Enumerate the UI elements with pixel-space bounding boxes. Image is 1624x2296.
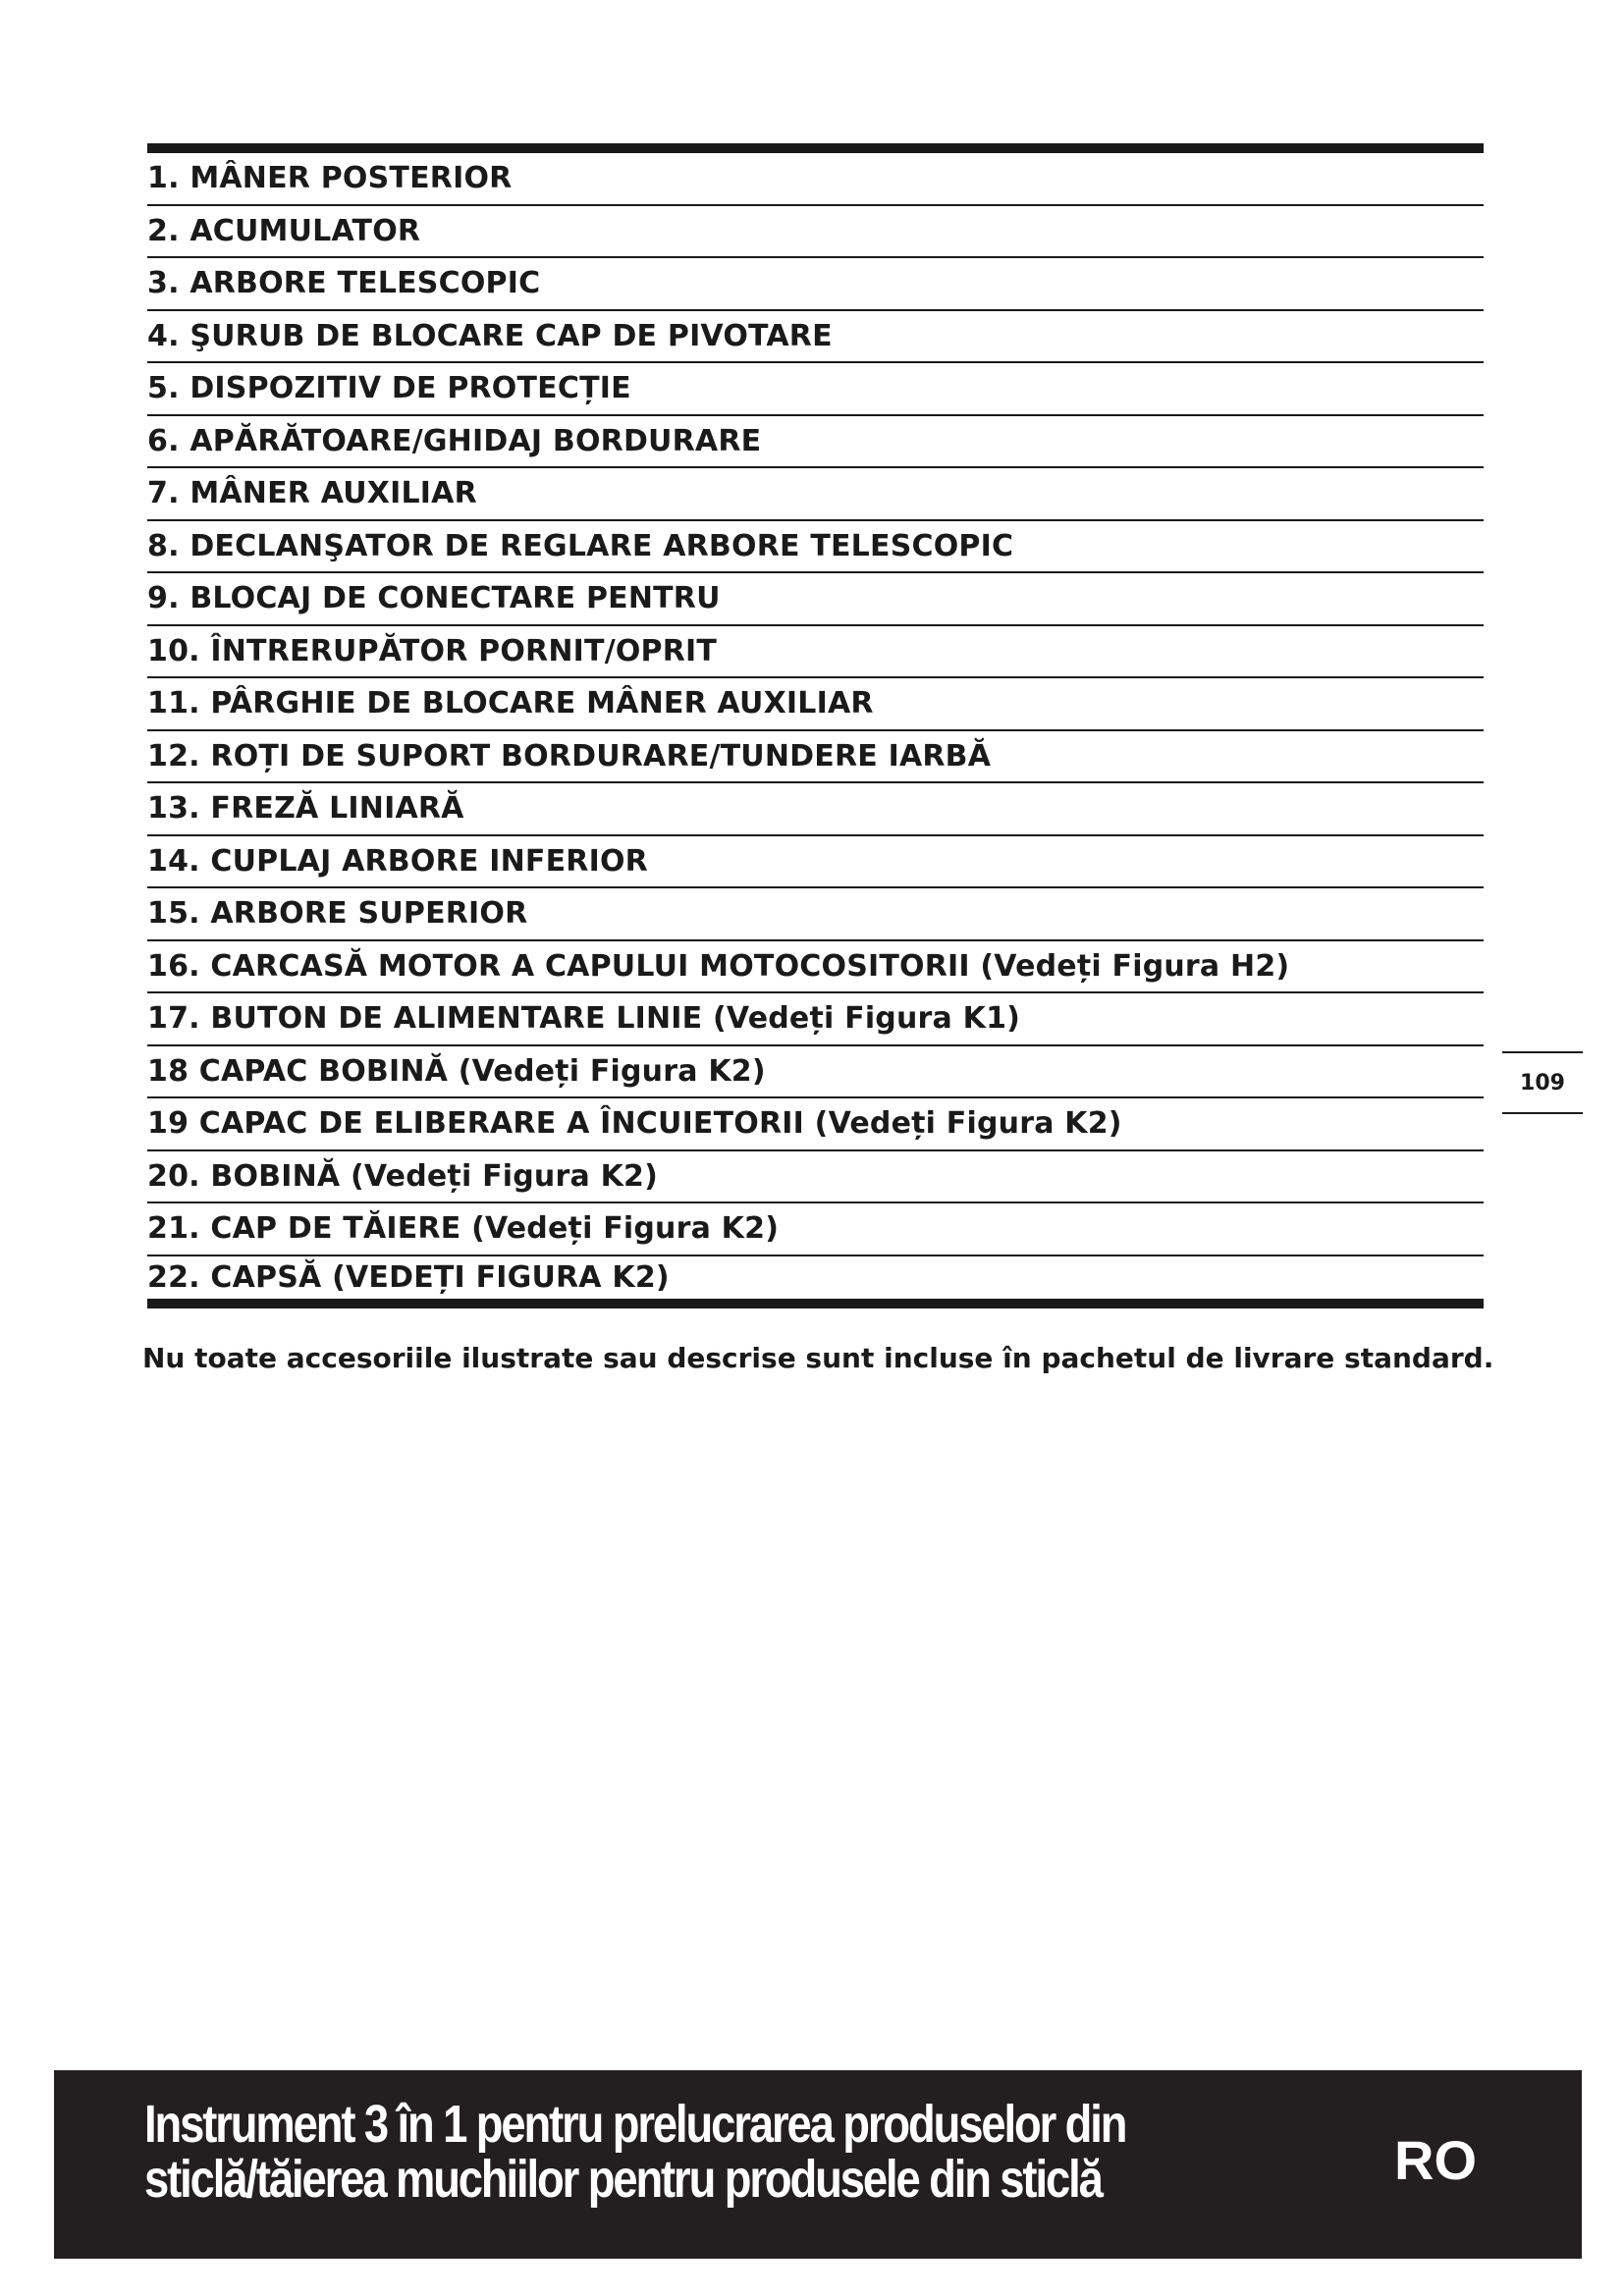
part-label: 11. PÂRGHIE DE BLOCARE MÂNER AUXILIAR: [147, 686, 874, 721]
part-label: 14. CUPLAJ ARBORE INFERIOR: [147, 843, 648, 879]
part-label: 18 CAPAC BOBINĂ (Vedeți Figura K2): [147, 1053, 766, 1089]
part-label: 15. ARBORE SUPERIOR: [147, 896, 528, 932]
part-label: 13. FREZĂ LINIARĂ: [147, 791, 464, 827]
part-label: 9. BLOCAJ DE CONECTARE PENTRU: [147, 581, 721, 616]
part-label: 17. BUTON DE ALIMENTARE LINIE (Vedeți Figura K1): [147, 1001, 1021, 1037]
part-label: 1. MÂNER POSTERIOR: [147, 161, 513, 196]
part-label: 3. ARBORE TELESCOPIC: [147, 266, 541, 301]
footer-title-line-1: Instrument 3 în 1 pentru prelucrarea produselor din: [144, 2095, 1126, 2154]
list-item: [147, 363, 1484, 416]
list-item: [147, 311, 1484, 364]
part-label: 8. DECLANŞATOR DE REGLARE ARBORE TELESCOPIC: [147, 528, 1014, 563]
list-item: [147, 573, 1484, 626]
footer-band: [54, 2070, 1582, 2259]
part-label: 20. BOBINĂ (Vedeți Figura K2): [147, 1158, 659, 1194]
list-item: [147, 678, 1484, 731]
footer-title-line-2: sticlă/tăierea muchiilor pentru produsele din sticlă: [144, 2150, 1102, 2209]
list-item: [147, 1151, 1484, 1204]
list-item: [147, 1256, 1484, 1309]
part-label: 5. DISPOZITIV DE PROTECȚIE: [147, 371, 631, 406]
accessories-note: Nu toate accesoriile ilustrate sau descrise sunt incluse în pachetul de livrare standard.: [142, 1342, 1494, 1374]
list-item: [147, 993, 1484, 1046]
list-item: [147, 783, 1484, 836]
part-label: 6. APĂRĂTOARE/GHIDAJ BORDURARE: [147, 423, 762, 458]
list-item: [147, 888, 1484, 941]
list-item: [147, 1203, 1484, 1256]
page-number: 109: [1520, 1070, 1565, 1095]
list-item: [147, 1046, 1484, 1099]
parts-list: [147, 153, 1484, 1308]
top-rule: [147, 143, 1484, 153]
part-label: 16. CARCASĂ MOTOR A CAPULUI MOTOCOSITORII (Vedeți Figura H2): [147, 948, 1290, 984]
list-item: [147, 836, 1484, 889]
list-item: [147, 153, 1484, 206]
list-item: [147, 941, 1484, 994]
list-item: [147, 468, 1484, 521]
part-label: 22. CAPSĂ (VEDEȚI FIGURA K2): [147, 1259, 670, 1295]
page-number-box: [1502, 1051, 1583, 1114]
list-item: [147, 206, 1484, 259]
part-label: 4. ŞURUB DE BLOCARE CAP DE PIVOTARE: [147, 318, 833, 353]
part-label: 7. MÂNER AUXILIAR: [147, 476, 477, 511]
list-item: [147, 1098, 1484, 1151]
list-item: [147, 731, 1484, 784]
part-label: 10. ÎNTRERUPĂTOR PORNIT/OPRIT: [147, 633, 718, 668]
part-label: 12. ROȚI DE SUPORT BORDURARE/TUNDERE IARBĂ: [147, 738, 992, 774]
footer-title: [144, 2097, 1217, 2207]
list-item: [147, 626, 1484, 679]
list-item: [147, 521, 1484, 574]
part-label: 19 CAPAC DE ELIBERARE A ÎNCUIETORII (Vedeți Figura K2): [147, 1106, 1122, 1142]
part-label: 2. ACUMULATOR: [147, 213, 421, 248]
list-item: [147, 258, 1484, 311]
part-label: 21. CAP DE TĂIERE (Vedeți Figura K2): [147, 1211, 780, 1247]
list-item: [147, 416, 1484, 469]
language-code: RO: [1394, 2129, 1477, 2191]
